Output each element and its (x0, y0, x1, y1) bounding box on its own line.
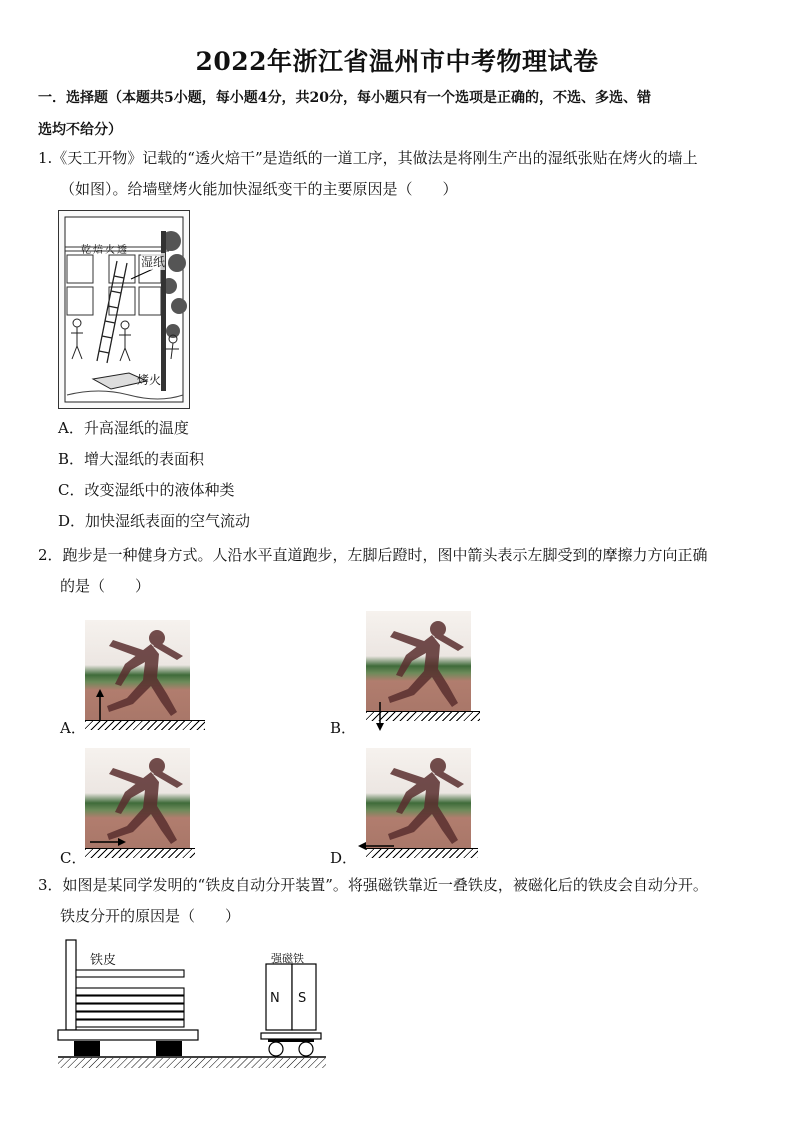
friction-arrow-b (374, 700, 386, 734)
page-title: 2022年浙江省温州市中考物理试卷 (195, 47, 599, 76)
question-2-option-d[interactable]: D． (330, 849, 358, 867)
friction-arrow-c (88, 836, 128, 848)
figure-banner: 乾焙火透 (81, 245, 129, 256)
question-2-line2: 的是（ ） (60, 577, 151, 595)
question-1-option-b[interactable]: B．增大湿纸的表面积 (58, 450, 205, 468)
question-2-option-c[interactable]: C． (60, 849, 87, 867)
question-2-stem (38, 540, 778, 602)
question-1-option-a[interactable]: A．升高湿纸的温度 (58, 419, 189, 437)
question-2-option-a[interactable]: A． (60, 719, 86, 737)
runner-image-c (85, 748, 190, 848)
question-2-option-b[interactable]: B． (330, 719, 357, 737)
label-strong-magnet: 强磁铁 (271, 952, 304, 965)
runner-silhouette (85, 748, 190, 848)
question-1-option-c[interactable]: C．改变湿纸中的液体种类 (58, 481, 235, 499)
question-1-line2: （如图）。给墙壁烤火能加快湿纸变干的主要原因是（ ） (60, 180, 458, 198)
section-header-line2: 选均不给分） (38, 122, 122, 138)
question-3-stem (38, 870, 783, 932)
ground-c (85, 848, 195, 858)
question-2-line1: 2．跑步是一种健身方式。人沿水平直道跑步，左脚后蹬时，图中箭头表示左脚受到的摩擦力方向正确 (38, 546, 708, 564)
runner-image-b (366, 611, 471, 711)
label-wet-paper: 湿纸 (141, 255, 166, 269)
friction-arrow-d (356, 840, 396, 852)
question-1-figure (58, 210, 190, 409)
label-iron-sheets: 铁皮 (90, 953, 117, 968)
question-1-line1: 1.《天工开物》记载的“透火焙干”是造纸的一道工序，其做法是将刚生产出的湿纸张贴在烤火的墙上 (38, 149, 698, 167)
question-1-stem (38, 143, 778, 205)
magnet-pole-s: S (298, 991, 307, 1006)
section-header (38, 82, 778, 146)
runner-image-d (366, 748, 471, 848)
runner-silhouette (366, 748, 471, 848)
question-3-line1: 3．如图是某同学发明的“铁皮自动分开装置”。将强磁铁靠近一叠铁皮，被磁化后的铁皮会自动分开。 (38, 876, 708, 894)
section-header-line1: 一．选择题（本题共5小题，每小题4分，共20分，每小题只有一个选项是正确的，不选、多选、错 (38, 90, 651, 106)
label-fire: 烤火 (137, 373, 162, 387)
magnet-pole-n: N (270, 991, 280, 1006)
question-3-line2: 铁皮分开的原因是（ ） (60, 907, 241, 925)
friction-arrow-a (94, 688, 106, 722)
question-1-option-d[interactable]: D．加快湿纸表面的空气流动 (58, 512, 251, 530)
runner-silhouette (366, 611, 471, 711)
